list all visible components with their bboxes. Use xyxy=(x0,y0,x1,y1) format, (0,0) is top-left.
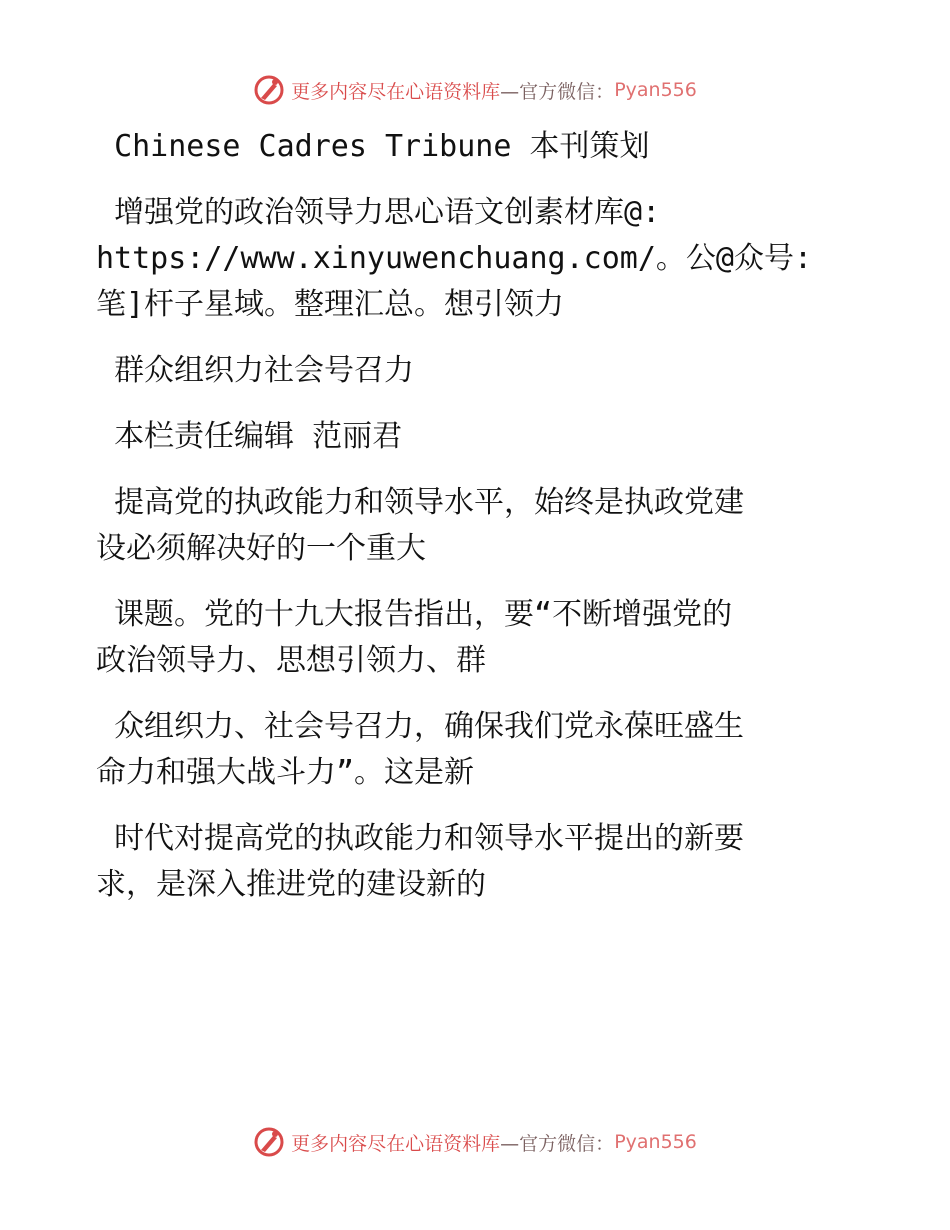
paragraph-7: 众组织力、社会号召力，确保我们党永葆旺盛生 命力和强大战斗力”。这是新 xyxy=(96,709,745,790)
header-watermark xyxy=(0,72,950,108)
banner-text-wechat-label: —官方微信： xyxy=(500,80,615,103)
banner-text-main: 更多内容尽在心语资料库 xyxy=(291,80,501,103)
paragraph-4: 本栏责任编辑 范丽君 xyxy=(96,419,403,454)
paragraph-2: 增强党的政治领导力思心语文创素材库@: https://www.xinyuwenchuang.com/。公@众号: 笔]杆子星域。整理汇总。想引领力 xyxy=(96,195,813,322)
pen-seal-icon xyxy=(253,1126,285,1158)
footer-watermark xyxy=(0,1124,950,1160)
banner-text-main: 更多内容尽在心语资料库 xyxy=(291,1132,501,1155)
paragraph-6: 课题。党的十九大报告指出，要“不断增强党的 政治领导力、思想引领力、群 xyxy=(96,597,733,678)
banner-text-wechat-label: —官方微信： xyxy=(500,1132,615,1155)
banner-text-wechat-id: Pyan556 xyxy=(614,1131,697,1153)
pen-seal-icon xyxy=(253,74,285,106)
paragraph-3: 群众组织力社会号召力 xyxy=(96,353,415,388)
document-body xyxy=(96,124,836,908)
paragraph-1: Chinese Cadres Tribune 本刊策划 xyxy=(96,129,650,164)
paragraph-8: 时代对提高党的执政能力和领导水平提出的新要 求，是深入推进党的建设新的 xyxy=(96,821,745,902)
banner-text-wechat-id: Pyan556 xyxy=(614,79,697,101)
paragraph-5: 提高党的执政能力和领导水平，始终是执政党建 设必须解决好的一个重大 xyxy=(96,485,745,566)
